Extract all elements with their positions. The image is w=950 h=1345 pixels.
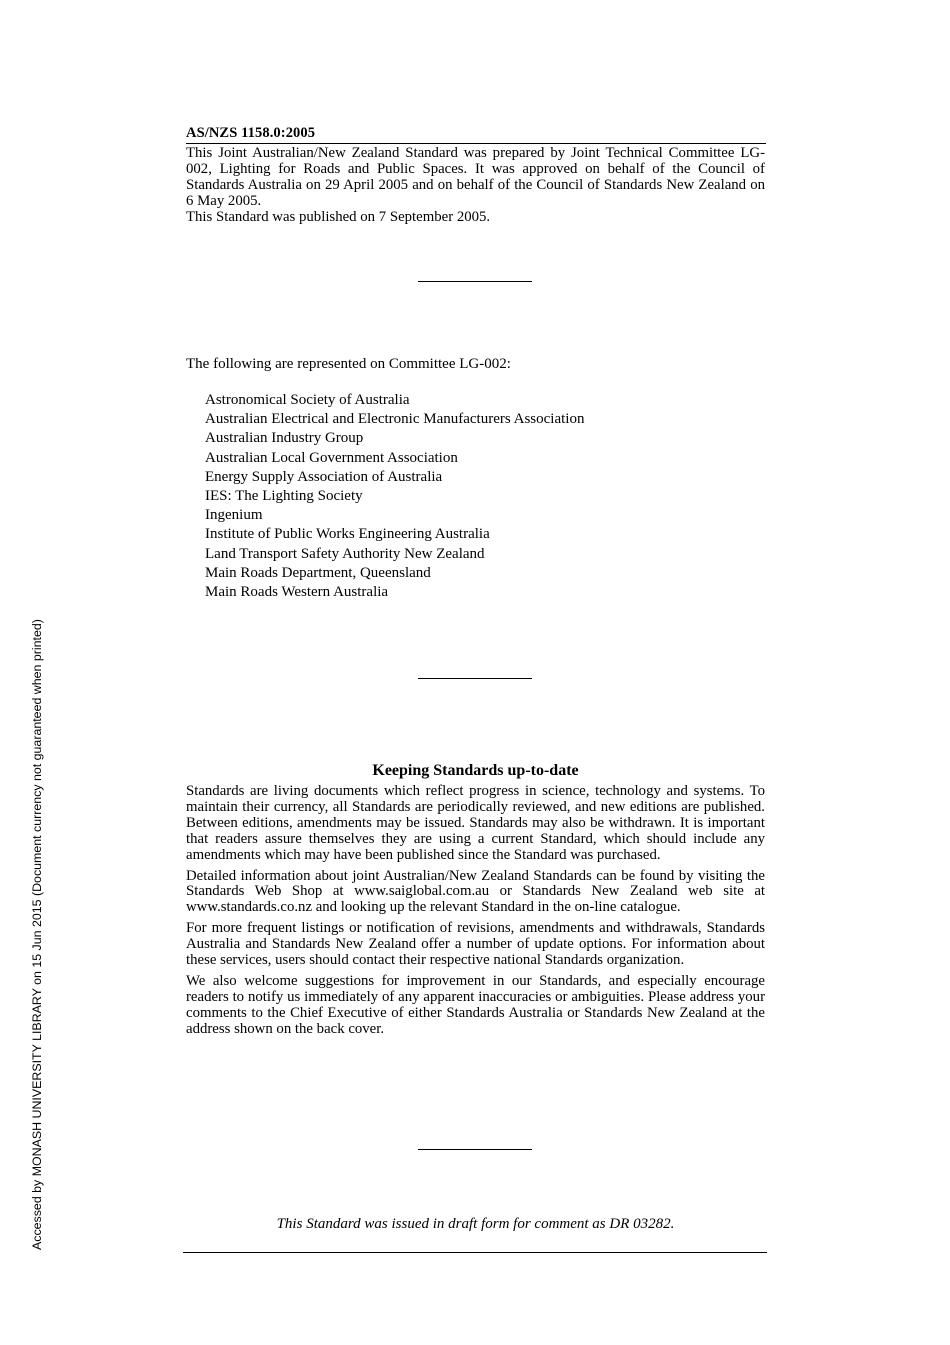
paragraph: We also welcome suggestions for improvement in our Standards, and especially encourage readers to notify us immediately of any apparent inaccuracies or ambiguities. Please address your comments to the Chief Executive of either Standards Australia or Standards New Zealand at the address shown on the back cover.: [186, 972, 765, 1037]
list-item: Astronomical Society of Australia: [205, 392, 410, 408]
list-item: Ingenium: [205, 507, 263, 524]
list-item: Energy Supply Association of Australia: [205, 468, 443, 485]
list-item: Australian Electrical and Electronic Manufacturers Association: [205, 411, 585, 428]
section-divider: [418, 281, 532, 282]
paragraph: Detailed information about joint Australian/New Zealand Standards can be found by visiting the Standards Web Shop at www.saiglobal.com.au or Standards New Zealand web site at www.standards.co.nz and looking up the relevant Standard in the on-line catalogue.: [186, 867, 765, 916]
list-item: Land Transport Safety Authority New Zealand: [205, 545, 485, 562]
preamble: [186, 146, 765, 226]
draft-note: This Standard was issued in draft form for comment as DR 03282.: [276, 1216, 675, 1232]
paragraph: For more frequent listings or notification of revisions, amendments and withdrawals, Standards Australia and Standards New Zealand offer a number of update options. For information about these services, users should contact their respective national Standards organization.: [186, 920, 765, 969]
header-rule: [186, 143, 766, 144]
section-divider: [418, 678, 532, 679]
committee-member-list: [205, 391, 584, 602]
standard-number: AS/NZS 1158.0:2005: [186, 125, 316, 141]
keeping-up-to-date-section: [186, 784, 765, 1043]
committee-intro: The following are represented on Committee LG-002:: [186, 356, 511, 372]
list-item: Australian Industry Group: [205, 430, 364, 447]
list-item: Main Roads Department, Queensland: [205, 564, 431, 581]
access-watermark: Accessed by MONASH UNIVERSITY LIBRARY on 15 Jun 2015 (Document currency not guaranteed when printed): [30, 619, 44, 1250]
approval-statement: This Joint Australian/New Zealand Standard was prepared by Joint Technical Committee LG-002, Lighting for Roads and Public Spaces. It was approved on behalf of the Council of Standards Australia on 29 April 2005 and on behalf of the Council of Standards New Zealand on 6 May 2005.: [186, 145, 765, 209]
paragraph: Standards are living documents which reflect progress in science, technology and systems. To maintain their currency, all Standards are periodically reviewed, and new editions are published. Between editions, amendments may be issued. Standards may also be withdrawn. It is important that readers assure themselves they are using a current Standard, which should include any amendments which may have been published since the Standard was purchased.: [186, 783, 765, 863]
list-item: Institute of Public Works Engineering Australia: [205, 526, 490, 543]
list-item: Australian Local Government Association: [205, 449, 458, 466]
list-item: Main Roads Western Australia: [205, 584, 389, 601]
section-divider: [418, 1149, 532, 1150]
list-item: IES: The Lighting Society: [205, 488, 363, 505]
footer-rule: [183, 1252, 767, 1253]
publication-statement: This Standard was published on 7 September 2005.: [186, 208, 491, 225]
section-heading: Keeping Standards up-to-date: [372, 762, 579, 779]
